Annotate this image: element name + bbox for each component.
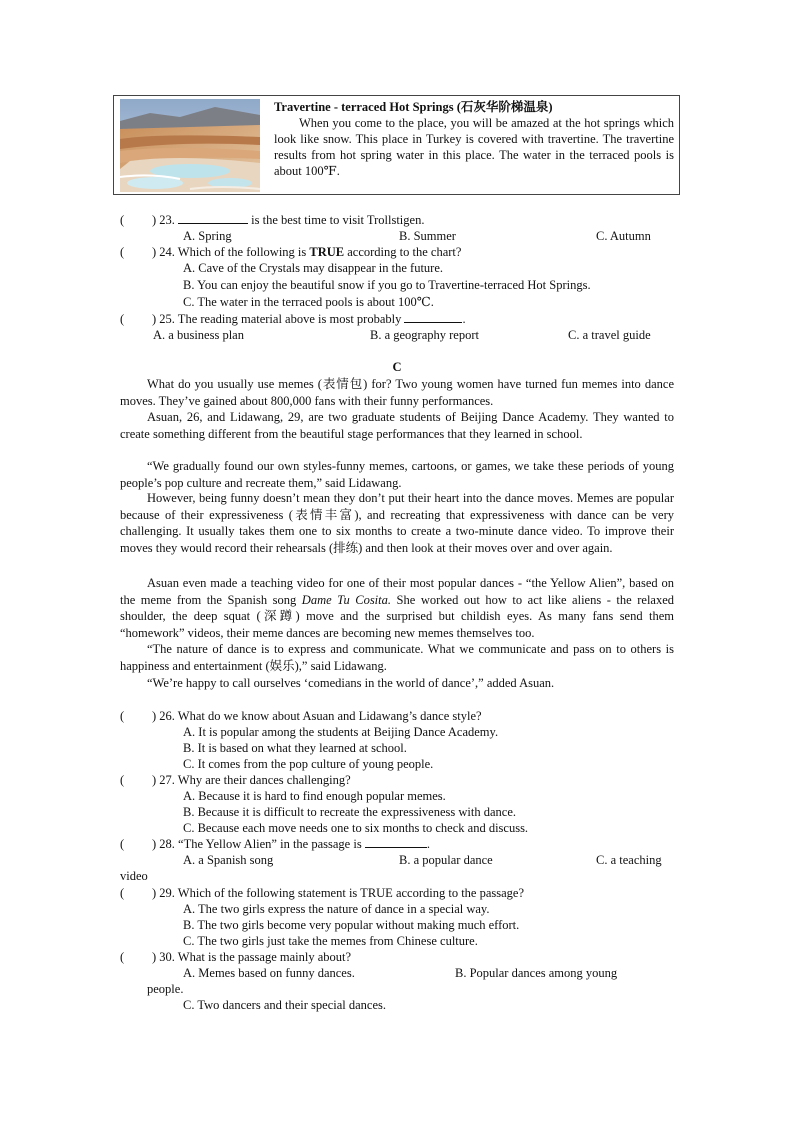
question-23 xyxy=(120,212,424,228)
q27-option-a: A. Because it is hard to find enough popular memes. xyxy=(183,789,446,803)
question-30 xyxy=(120,949,351,965)
question-26 xyxy=(120,708,482,724)
q25-option-c: C. a travel guide xyxy=(568,328,651,342)
box-title: Travertine - terraced Hot Springs (石灰华阶梯温泉) xyxy=(274,100,553,114)
q27-option-c: C. Because each move needs one to six months to check and discuss. xyxy=(183,821,529,835)
q30-stem: ) 30. What is the passage mainly about? xyxy=(152,950,352,964)
q29-option-c: C. The two girls just take the memes from Chinese culture. xyxy=(183,934,478,948)
q28-option-c: C. a teaching xyxy=(596,853,662,867)
answer-paren: ( xyxy=(120,837,125,851)
q26-stem: ) 26. What do we know about Asuan and Lidawang’s dance style? xyxy=(152,709,482,723)
q27-stem: ) 27. Why are their dances challenging? xyxy=(152,773,351,787)
q30-option-c: C. Two dancers and their special dances. xyxy=(183,998,386,1012)
question-29 xyxy=(120,885,524,901)
q23-number: ) 23. xyxy=(152,213,175,227)
q30-option-b: B. Popular dances among young xyxy=(455,966,618,980)
passage-paragraph-6: “The nature of dance is to express and communicate. What we communicate and pass on to others is happiness and entertainment (娱乐),” said Lidawang. xyxy=(120,642,674,673)
answer-paren: ( xyxy=(120,213,125,227)
answer-blank xyxy=(404,311,462,323)
answer-paren: ( xyxy=(120,773,125,787)
answer-paren: ( xyxy=(120,245,125,259)
question-25 xyxy=(120,311,466,327)
q26-option-b: B. It is based on what they learned at school. xyxy=(183,741,407,755)
q25-stem: ) 25. The reading material above is most probably xyxy=(152,312,402,326)
q28-stem: ) 28. “The Yellow Alien” in the passage is xyxy=(152,837,362,851)
q24-stem-rest: according to the chart? xyxy=(347,245,462,259)
question-27 xyxy=(120,772,351,788)
passage-paragraph-3: “We gradually found our own styles-funny memes, cartoons, or games, we take these periods of young people’s pop culture and recreate them,” said Lidawang. xyxy=(120,459,674,490)
q30-option-a: A. Memes based on funny dances. xyxy=(183,966,355,980)
section-heading: C xyxy=(392,360,402,374)
q28-option-a: A. a Spanish song xyxy=(183,853,274,867)
q25-end: . xyxy=(462,312,466,326)
box-text-block xyxy=(274,99,674,179)
q28-end: . xyxy=(426,837,430,851)
answer-paren: ( xyxy=(120,950,125,964)
question-24 xyxy=(120,244,461,260)
q30-option-b-wrap: people. xyxy=(147,982,184,996)
q23-option-c: C. Autumn xyxy=(596,229,651,243)
p5-song-title: Dame Tu Cosita. xyxy=(301,592,391,607)
q24-stem: ) 24. Which of the following is xyxy=(152,245,307,259)
q26-option-c: C. It comes from the pop culture of young people. xyxy=(183,757,434,771)
answer-blank xyxy=(365,836,427,848)
q28-option-c-wrap: video xyxy=(120,869,148,883)
q24-option-b: B. You can enjoy the beautiful snow if you go to Travertine-terraced Hot Springs. xyxy=(183,278,591,292)
q24-bold-word: TRUE xyxy=(309,245,345,259)
box-description: When you come to the place, you will be amazed at the hot springs which look like snow. This place in Turkey is covered with travertine. The travertine results from hot spring water in this place. The water in the terraced pools is about 100℉. xyxy=(274,116,674,178)
q29-option-b: B. The two girls become very popular without making much effort. xyxy=(183,918,520,932)
passage-paragraph-5 xyxy=(120,575,674,641)
answer-blank xyxy=(178,212,248,224)
q23-option-b: B. Summer xyxy=(399,229,456,243)
question-28 xyxy=(120,836,430,852)
travertine-photo xyxy=(120,99,260,192)
q24-option-c: C. The water in the terraced pools is about 100℃. xyxy=(183,295,434,309)
answer-paren: ( xyxy=(120,312,125,326)
q28-option-b: B. a popular dance xyxy=(399,853,493,867)
passage-paragraph-4: However, being funny doesn’t mean they don’t put their heart into the dance moves. Memes are popular because of their expressiveness (表情丰富), and recreating that expressiveness with dance can be very challenging. It usually takes them one to six months to create a two-minute dance video. To improve their moves they would record their rehearsals (排练) and then look at their moves over and over again. xyxy=(120,491,674,555)
passage-paragraph-1: What do you usually use memes (表情包) for? Two young women have turned fun memes into dance moves. They’ve gained about 800,000 fans with their funny performances. xyxy=(120,377,674,408)
q24-option-a: A. Cave of the Crystals may disappear in the future. xyxy=(183,261,443,275)
q25-option-b: B. a geography report xyxy=(370,328,479,342)
q23-option-a: A. Spring xyxy=(183,229,232,243)
q27-option-b: B. Because it is difficult to recreate the expressiveness with dance. xyxy=(183,805,516,819)
travertine-info-box xyxy=(113,95,680,195)
answer-paren: ( xyxy=(120,709,125,723)
answer-paren: ( xyxy=(120,886,125,900)
q25-option-a: A. a business plan xyxy=(153,328,244,342)
q26-option-a: A. It is popular among the students at Beijing Dance Academy. xyxy=(183,725,499,739)
p5-before: Asuan even made a teaching video for one of their most popular dances - “the Yellow Alien”, based on the meme from the Spanish song xyxy=(120,576,674,607)
p5-after: She worked out how to act like aliens - the relaxed shoulder, the deep squat (深蹲) move and the surprised but childish eyes. As many fans send them “homework” videos, their meme dances are becoming new memes themselves too. xyxy=(120,592,675,640)
passage-paragraph-2: Asuan, 26, and Lidawang, 29, are two graduate students of Beijing Dance Academy. They wanted to create something different from the beautiful stage performances that they learned in school. xyxy=(120,410,674,441)
passage-paragraph-7: “We’re happy to call ourselves ‘comedians in the world of dance’,” added Asuan. xyxy=(147,676,555,690)
q29-option-a: A. The two girls express the nature of dance in a special way. xyxy=(183,902,490,916)
q23-stem: is the best time to visit Trollstigen. xyxy=(251,213,425,227)
q29-stem: ) 29. Which of the following statement is TRUE according to the passage? xyxy=(152,886,525,900)
